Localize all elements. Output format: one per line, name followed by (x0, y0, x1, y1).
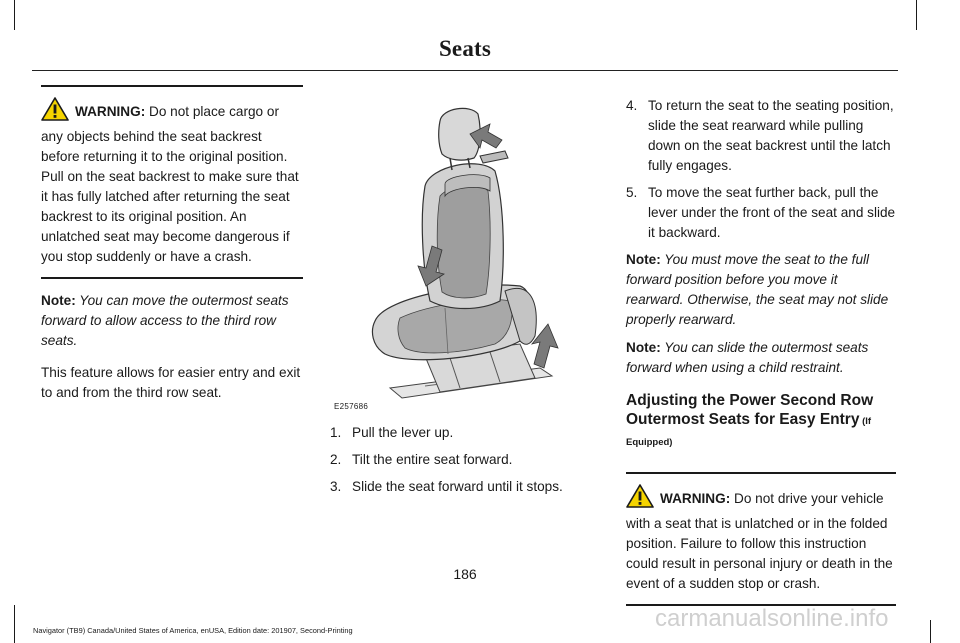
note-text: You can slide the outermost seats forward when using a child restraint. (626, 340, 869, 375)
middle-column (330, 423, 580, 504)
note-label: Note: (626, 252, 661, 267)
warning-icon (626, 484, 654, 514)
crop-mark-top-right (916, 0, 917, 30)
warning-box (626, 472, 896, 606)
warning-icon (41, 97, 69, 127)
note-text: You must move the seat to the full forward position before you move it rearward. Otherwise, the seat may not slide properly rearward. (626, 252, 889, 327)
list-item: 1. Pull the lever up. (330, 425, 454, 440)
note-label: Note: (41, 293, 76, 308)
footer-text: Navigator (TB9) Canada/United States of America, enUSA, Edition date: 201907, Second-Printing (33, 626, 353, 635)
list-item: 3. Slide the seat forward until it stops. (330, 479, 563, 494)
list-item: 2. Tilt the entire seat forward. (330, 452, 513, 467)
body-paragraph: This feature allows for easier entry and exit to and from the third row seat. (41, 365, 301, 400)
warning-label: WARNING: (660, 491, 731, 506)
left-column (41, 85, 303, 403)
warning-text: Do not drive your vehicle with a seat that is unlatched or in the folded position. Failure to follow this instruction could result in personal injury or death in the event of a sudden stop or crash. (626, 491, 893, 591)
note-text: You can move the outermost seats forward to allow access to the third row seats. (41, 293, 289, 348)
section-heading: Adjusting the Power Second Row Outermost Seats for Easy Entry (If Equipped) (626, 392, 874, 448)
right-column (626, 96, 896, 606)
warning-label: WARNING: (75, 104, 146, 119)
page-number: 186 (453, 566, 477, 582)
warning-box (41, 85, 303, 279)
page-title: Seats (438, 36, 492, 61)
figure-label: E257686 (334, 402, 369, 411)
crop-mark-bottom-left (14, 605, 15, 643)
header-rule (32, 70, 898, 71)
list-item: 4. To return the seat to the seating position, slide the seat rearward while pulling down on the seat backrest until the latch fully engages. (626, 98, 894, 173)
seat-illustration (330, 96, 570, 416)
crop-mark-top-left (14, 0, 15, 30)
crop-mark-bottom-right (930, 620, 931, 643)
note-label: Note: (626, 340, 661, 355)
list-item: 5. To move the seat further back, pull the lever under the front of the seat and slide it backward. (626, 185, 896, 240)
warning-text: Do not place cargo or any objects behind the seat backrest before returning it to the original position. Pull on the seat backrest to make sure that it has fully latched after returning the seat backrest to its original position. An unlatched seat may become dangerous if you stop suddenly or have a crash. (41, 104, 299, 264)
watermark: carmanualsonline.info (655, 605, 889, 632)
